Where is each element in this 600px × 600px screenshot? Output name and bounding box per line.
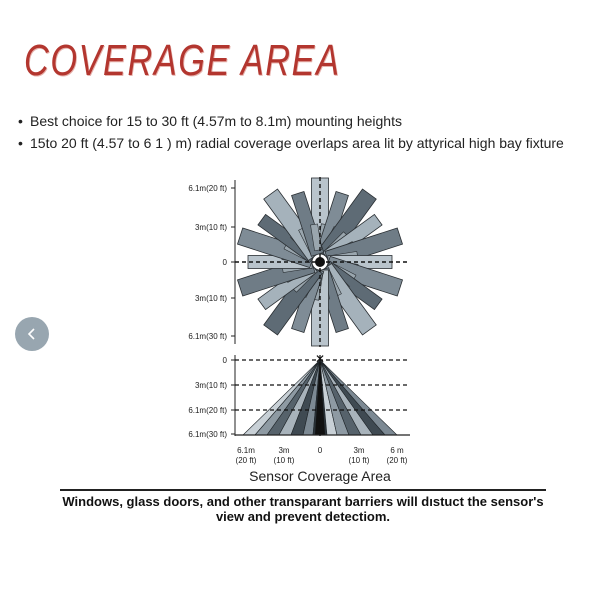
side-x-tick-unit: (20 ft): [235, 456, 257, 465]
diagram-caption: Sensor Coverage Area: [249, 468, 391, 484]
top-y-tick: 6.1m(20 ft): [188, 184, 227, 193]
side-view: [188, 352, 410, 465]
top-y-tick: 6.1m(30 ft): [188, 332, 227, 341]
side-y-tick: 6.1m(30 ft): [188, 430, 227, 439]
sensor-center: [315, 257, 325, 267]
list-item: [18, 110, 583, 132]
top-y-tick: 3m(10 ft): [194, 294, 227, 303]
side-y-tick: 3m(10 ft): [194, 381, 227, 390]
top-y-tick: 3m(10 ft): [194, 223, 227, 232]
side-y-tick: 6.1m(20 ft): [188, 406, 227, 415]
side-x-tick: 6 m: [390, 446, 404, 455]
side-x-tick-unit: (10 ft): [348, 456, 370, 465]
sensor-marker-icon: ✕: [314, 352, 326, 366]
warning-note: Windows, glass doors, and other transparant barriers will dıstuct the sensor's view and prevent detectiom.: [62, 494, 544, 524]
side-x-tick-unit: (20 ft): [386, 456, 408, 465]
side-x-tick-unit: (10 ft): [273, 456, 295, 465]
coverage-diagram: [165, 172, 430, 492]
page-title: COVERAGE AREA: [24, 36, 341, 85]
bullet-icon: •: [18, 113, 23, 129]
previous-slide-button[interactable]: [15, 317, 49, 351]
top-y-tick: 0: [222, 258, 227, 267]
side-x-tick: 3m: [278, 446, 290, 455]
top-view: [188, 177, 410, 347]
bullet-icon: •: [18, 135, 23, 151]
side-x-tick: 3m: [353, 446, 365, 455]
feature-list: [18, 110, 583, 154]
list-item: [18, 132, 583, 154]
bullet-text: 15to 20 ft (4.57 to 6 1 ) m) radial coverage overlaps area lit by attyrical high bay fixture: [30, 135, 564, 151]
bullet-text: Best choice for 15 to 30 ft (4.57m to 8.1m) mounting heights: [30, 113, 402, 129]
side-y-tick: 0: [222, 356, 227, 365]
side-x-tick: 6.1m: [237, 446, 255, 455]
chevron-left-icon: [25, 327, 39, 341]
side-x-tick: 0: [317, 446, 323, 455]
divider: [60, 489, 546, 491]
